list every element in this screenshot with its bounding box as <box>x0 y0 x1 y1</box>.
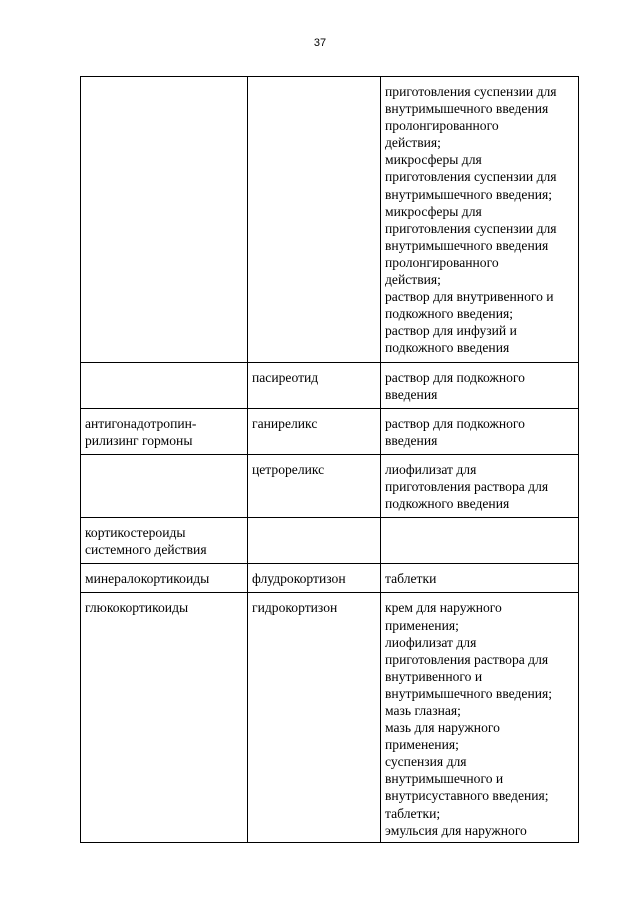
drug-table <box>80 76 579 843</box>
table-row <box>81 408 579 454</box>
dosage-forms-cell <box>381 564 579 593</box>
cell-text-line: гидрокортизон <box>252 600 338 616</box>
drug-name-cell <box>248 454 381 517</box>
cell-text-line: мазь для наружного <box>385 720 500 736</box>
cell-text-line: введения <box>385 386 438 402</box>
drug-name-cell <box>248 593 381 842</box>
cell-text-line: системного действия <box>85 542 207 558</box>
group-cell <box>81 518 248 564</box>
drug-name-cell <box>248 408 381 454</box>
cell-text-line: введения <box>385 432 438 448</box>
drug-name-cell <box>248 518 381 564</box>
cell-text-line: приготовления раствора для <box>385 478 549 494</box>
group-cell <box>81 362 248 408</box>
cell-text-line: крем для наружного <box>385 600 502 616</box>
group-cell <box>81 593 248 842</box>
dosage-forms-cell <box>381 408 579 454</box>
dosage-forms-cell <box>381 362 579 408</box>
cell-text-line: антигонадотропин- <box>85 415 197 431</box>
cell-text-line: внутримышечного и <box>385 771 504 787</box>
cell-text-line: подкожного введения <box>385 340 510 356</box>
table-row <box>81 77 579 363</box>
cell-text-line: эмульсия для наружного <box>385 822 527 838</box>
drug-name-cell <box>248 77 381 363</box>
cell-text-line: таблетки; <box>385 805 441 821</box>
cell-text-line: приготовления раствора для <box>385 651 549 667</box>
cell-text-line: таблетки <box>385 571 437 587</box>
cell-text-line: раствор для подкожного <box>385 415 525 431</box>
cell-text-line: пролонгированного <box>385 118 499 134</box>
cell-text-line: действия; <box>385 135 441 151</box>
table-row <box>81 362 579 408</box>
dosage-forms-cell <box>381 593 579 842</box>
dosage-forms-cell <box>381 454 579 517</box>
cell-text-line: пасиреотид <box>252 369 319 385</box>
cell-text-line: лиофилизат для <box>385 461 477 477</box>
cell-text-line: пролонгированного <box>385 254 499 270</box>
table-row <box>81 454 579 517</box>
cell-text-line: раствор для инфузий и <box>385 323 517 339</box>
cell-text-line: подкожного введения <box>385 496 510 512</box>
cell-text-line: приготовления суспензии для <box>385 220 557 236</box>
drug-name-cell <box>248 362 381 408</box>
cell-text-line: микросферы для <box>385 203 482 219</box>
cell-text-line: внутримышечного введения <box>385 101 549 117</box>
cell-text-line: внутримышечного введения; <box>385 186 553 202</box>
cell-text-line: минералокортикоиды <box>85 571 210 587</box>
cell-text-line: раствор для подкожного <box>385 369 525 385</box>
cell-text-line: внутривенного и <box>385 668 483 684</box>
table-row <box>81 564 579 593</box>
cell-text-line: внутрисуставного введения; <box>385 788 549 804</box>
cell-text-line: цетрореликс <box>252 461 325 477</box>
cell-text-line: приготовления суспензии для <box>385 84 557 99</box>
table-row <box>81 518 579 564</box>
cell-text-line: действия; <box>385 272 441 288</box>
table-body <box>81 77 579 843</box>
cell-text-line: раствор для внутривенного и <box>385 289 554 305</box>
cell-text-line: флудрокортизон <box>252 571 346 587</box>
cell-text-line: лиофилизат для <box>385 634 477 650</box>
group-cell <box>81 77 248 363</box>
drug-name-cell <box>248 564 381 593</box>
dosage-forms-cell <box>381 518 579 564</box>
cell-text-line: рилизинг гормоны <box>85 432 193 448</box>
cell-text-line: мазь глазная; <box>385 703 461 718</box>
cell-text-line: применения; <box>385 617 459 633</box>
cell-text-line: применения; <box>385 737 459 753</box>
page-number: 37 <box>313 37 327 49</box>
table-row <box>81 593 579 842</box>
cell-text-line: ганиреликс <box>252 415 318 431</box>
cell-text-line: глюкокортикоиды <box>85 600 189 616</box>
dosage-forms-cell <box>381 77 579 363</box>
cell-text-line: внутримышечного введения; <box>385 685 553 701</box>
group-cell <box>81 564 248 593</box>
cell-text-line: подкожного введения; <box>385 306 514 322</box>
cell-text-line: приготовления суспензии для <box>385 169 557 185</box>
cell-text-line: суспензия для <box>385 754 467 770</box>
cell-text-line: микросферы для <box>385 152 482 168</box>
group-cell <box>81 454 248 517</box>
cell-text-line: кортикостероиды <box>85 525 186 541</box>
cell-text-line: внутримышечного введения <box>385 237 549 253</box>
group-cell <box>81 408 248 454</box>
